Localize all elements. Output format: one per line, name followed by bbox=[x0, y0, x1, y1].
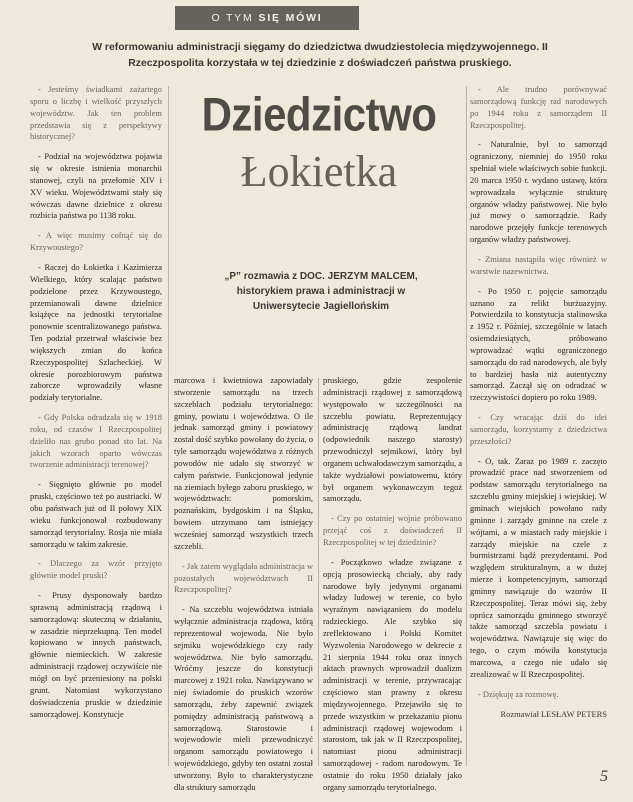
paragraph: - Jak zatem wyglądała administracja w pozostałych województwach II Rzeczpospolitej? bbox=[174, 560, 313, 595]
paragraph: - Na szczeblu województwa istniała wyłącznie administracja rządowa, którą reprezentował wojewoda. Nie było sejmiku wojewódzkiego czy rady województwa. Nie było samorządu. Wróćmy jeszcze do konstytucji marcowej z 1921 roku. Nawiązywano w niej świadomie do pruskich wzorów samorządu, żeby zapewnić związek pomiędzy administracją państwową a samorządową. Starostowie i wojewodowie mieli przewodniczyć organom samorządu powiatowego i wojewódzkiego, gdyby ten ostatni został utworzony. Było to charakterystyczne dla struktury samorządu bbox=[174, 604, 313, 792]
paragraph: - Ale trudno porównywać samorządową funkcję rad narodowych po 1944 roku z samorządem II Rzeczpospolitej. bbox=[470, 84, 607, 130]
paragraph: marcowa i kwietniowa zapowiadały stworzenie samorządu na trzech szczeblach podziału terytorialnego: gminy, powiatu i województwa. O ile jednak samorząd gminy i powiatowy został dość szybko powołany do życia, o tyle samorządu województwa z różnych powodów nie udało się stworzyć w całym państwie. Funkcjonował jedynie na ziemiach byłego zaboru pruskiego, w województwach: pomorskim, poznańskim, bydgoskim i na Śląsku, bowiem utrzymano tam istniejący wcześniej samorząd wszystkich trzech szczebli. bbox=[174, 375, 313, 551]
paragraph: - A więc musimy cofnąć się do Krzywoustego? bbox=[30, 230, 162, 253]
paragraph: - Raczej do Łokietka i Kazimierza Wielkiego, który scalając państwo podzielone przez Krzywoustego, przemianowali dawne dzielnice książęce na jednostki terytorialne ponownie scentralizowanego państwa. Ten podział przetrwał właściwie bez większych zmian do końca Rzeczypospolitej Szlacheckiej. W okresie porozbiorowym państwa zaborcze wprowadziły własne podziały terytorialne. bbox=[30, 261, 162, 403]
paragraph: - Naturalnie, był to samorząd ograniczony, niemniej do 1950 roku spełniał wiele właściwych sobie funkcji. 20 marca 1950 r. wydano ustawę, która wprowadzała wyłącznie strukturę organów władzy państwowej. Nie było już mowy o samorządzie. Rady narodowe przejęły funkcje terenowych organów władzy państwowej. bbox=[470, 139, 607, 245]
paragraph: - Dziękuję za rozmowę. bbox=[478, 688, 559, 699]
text-column-3 bbox=[323, 375, 462, 802]
paragraph: - Podział na województwa pojawia się w okresie istnienia monarchii stanowej, czyli na przełomie XIV i XV wieku. Województwami stały się wówczas dawne dzielnice z okresu rozbicia państwa po 1138 roku. bbox=[30, 151, 162, 221]
interview-intro: „P” rozmawia z DOC. JERZYM MALCEM, historykiem prawa i administracji w Uniwersytecie Jagiellońskim bbox=[224, 271, 418, 313]
paragraph: - Sięgnięto głównie po model pruski, częściowo też po austriacki. W obu państwach już od II połowy XIX wieku funkcjonował rozbudowany samorząd terytorialny. Rosja nie miała samorządu w takim zakresie. bbox=[30, 479, 162, 549]
column-rule bbox=[318, 378, 319, 766]
article-title bbox=[175, 88, 463, 200]
paragraph: - Zmiana nastąpiła więc również w warstwie nazewnictwa. bbox=[470, 253, 607, 276]
page-number: 5 bbox=[600, 768, 608, 785]
paragraph: - Czy po ostatniej wojnie próbowano przejąć coś z doświadczeń II Rzeczpospolitej w tej dziedzinie? bbox=[323, 513, 462, 547]
paragraph: - O, tak. Zaraz po 1989 r. zaczęto prowadzić prace nad stworzeniem od podstaw samorządu terytorialnego na szczeblu gminy miejskiej i wiejskiej. W gminach wiejskich powołano rady gminne i zarządy gminne na czele z wójtami, a w miastach rady miejskie i zarządy miejskie na czele z burmistrzami bądź prezydentami. Pod względem strukturalnym, a w dużej mierze i kompetencyjnym, samorząd gminny nawiązuje do wzorów II Rzeczpospolitej. Teraz mówi się, żeby oprócz samorządu gminnego stworzyć także samorząd szczebla powiatu i województwa. Nawiązuje się więc do tego, o czym mówiła konstytucja marcowa, a czego nie udało się zrealizować w II Rzeczpospolitej. bbox=[470, 455, 607, 679]
paragraph: - Początkowo władze związane z opcją prosowiecką chciały, aby rady narodowe były jedynymi organami władzy ludowej w terenie, co było wyraźnym nawiązaniem do modelu radzieckiego. Ale szybko się zreflektowano i Polski Komitet Wyzwolenia Narodowego w dekrecie z 21 sierpnia 1944 roku oraz innych aktach prawnych wprowadził dualizm administracji w terenie, przywracając częściowo stan prawny z okresu międzywojennego. Przejawiło się to przede wszystkim w przekazaniu pionu administracji rządowej wojewodom i starostom, tak jak w II Rzeczpospolitej, natomiast pionu administracji samorządowej - radom narodowym. Te ostatnie do roku 1950 działały jako organy samorządu terytorialnego. bbox=[323, 556, 462, 792]
title-line-2: Łokietka bbox=[240, 147, 398, 196]
lead-paragraph: W reformowaniu administracji sięgamy do dziedzictwa dwudziestolecia międzywojennego. II Rzeczpospolita korzystała w tej dziedzinie z doświadczeń państwa pruskiego. bbox=[92, 42, 548, 69]
paragraph: - Po 1950 r. pojęcie samorządu uznano za relikt burżuazyjny. Potwierdziła to konstytucja stalinowska z 1952 r. Później, szczególnie w latach osiemdziesiątych, próbowano wprowadzać wątki ograniczonego samorządu do rad narodowych, ale były to bardziej hasła niż autentyczny samorząd. Zaczął się on odradzać w rzeczywistości dopiero po roku 1989. bbox=[470, 285, 607, 403]
author-signature: Rozmawiał LESŁAW PETERS bbox=[500, 708, 607, 719]
paragraph: - Gdy Polska odradzała się w 1918 roku, od czasów I Rzeczpospolitej dzieliło nas grubo ponad sto lat. Na jakich wzorach oparto wówczas tworzenie administracji terenowej? bbox=[30, 412, 162, 470]
paragraph: - Jesteśmy świadkami zażartego sporu o liczbę i wielkość przyszłych województw. Jak ten problem przedstawia się z perspektywy historycznej? bbox=[30, 84, 162, 142]
rubric-prefix: O TYM bbox=[211, 12, 254, 24]
column-rule bbox=[466, 86, 467, 766]
paragraph: - Prusy dysponowały bardzo sprawną administracją rządową i samorządową: skuteczną w działaniu, w zasadzie nieprzekupną. Ten model kopiowano w innych państwach, głównie niemieckich. W zakresie administracji rządowej oczywiście nie mógł on być przeniesiony na polski grunt. Natomiast wykorzystano doświadczenia pruskie w dziedzinie samorządowej. Konstytucje bbox=[30, 590, 162, 719]
paragraph: pruskiego, gdzie zespolenie administracji rządowej z samorządową występowało w szczególności na szczeblu powiatu. Reprezentujący administrację rządową landrat (odpowiednik naszego starosty) przewodniczył sejmikowi, który był organem uchwałodawczym samorządu, a także wydziałowi powiatowemu, który był organem wykonawczym tegoż samorządu. bbox=[323, 375, 463, 504]
title-line-1: Dziedzictwo bbox=[201, 88, 437, 141]
text-column-2 bbox=[174, 375, 313, 802]
rubric-highlight: SIĘ MÓWI bbox=[258, 12, 323, 24]
paragraph: - Czy wracając dziś do idei samorządu, korzystamy z dziedzictwa przeszłości? bbox=[470, 412, 607, 446]
column-rule bbox=[168, 86, 169, 766]
text-column-1 bbox=[30, 84, 162, 728]
text-column-4 bbox=[470, 84, 607, 728]
paragraph: - Dlaczego za wzór przyjęto głównie model pruski? bbox=[30, 558, 162, 581]
section-rubric bbox=[175, 6, 359, 30]
